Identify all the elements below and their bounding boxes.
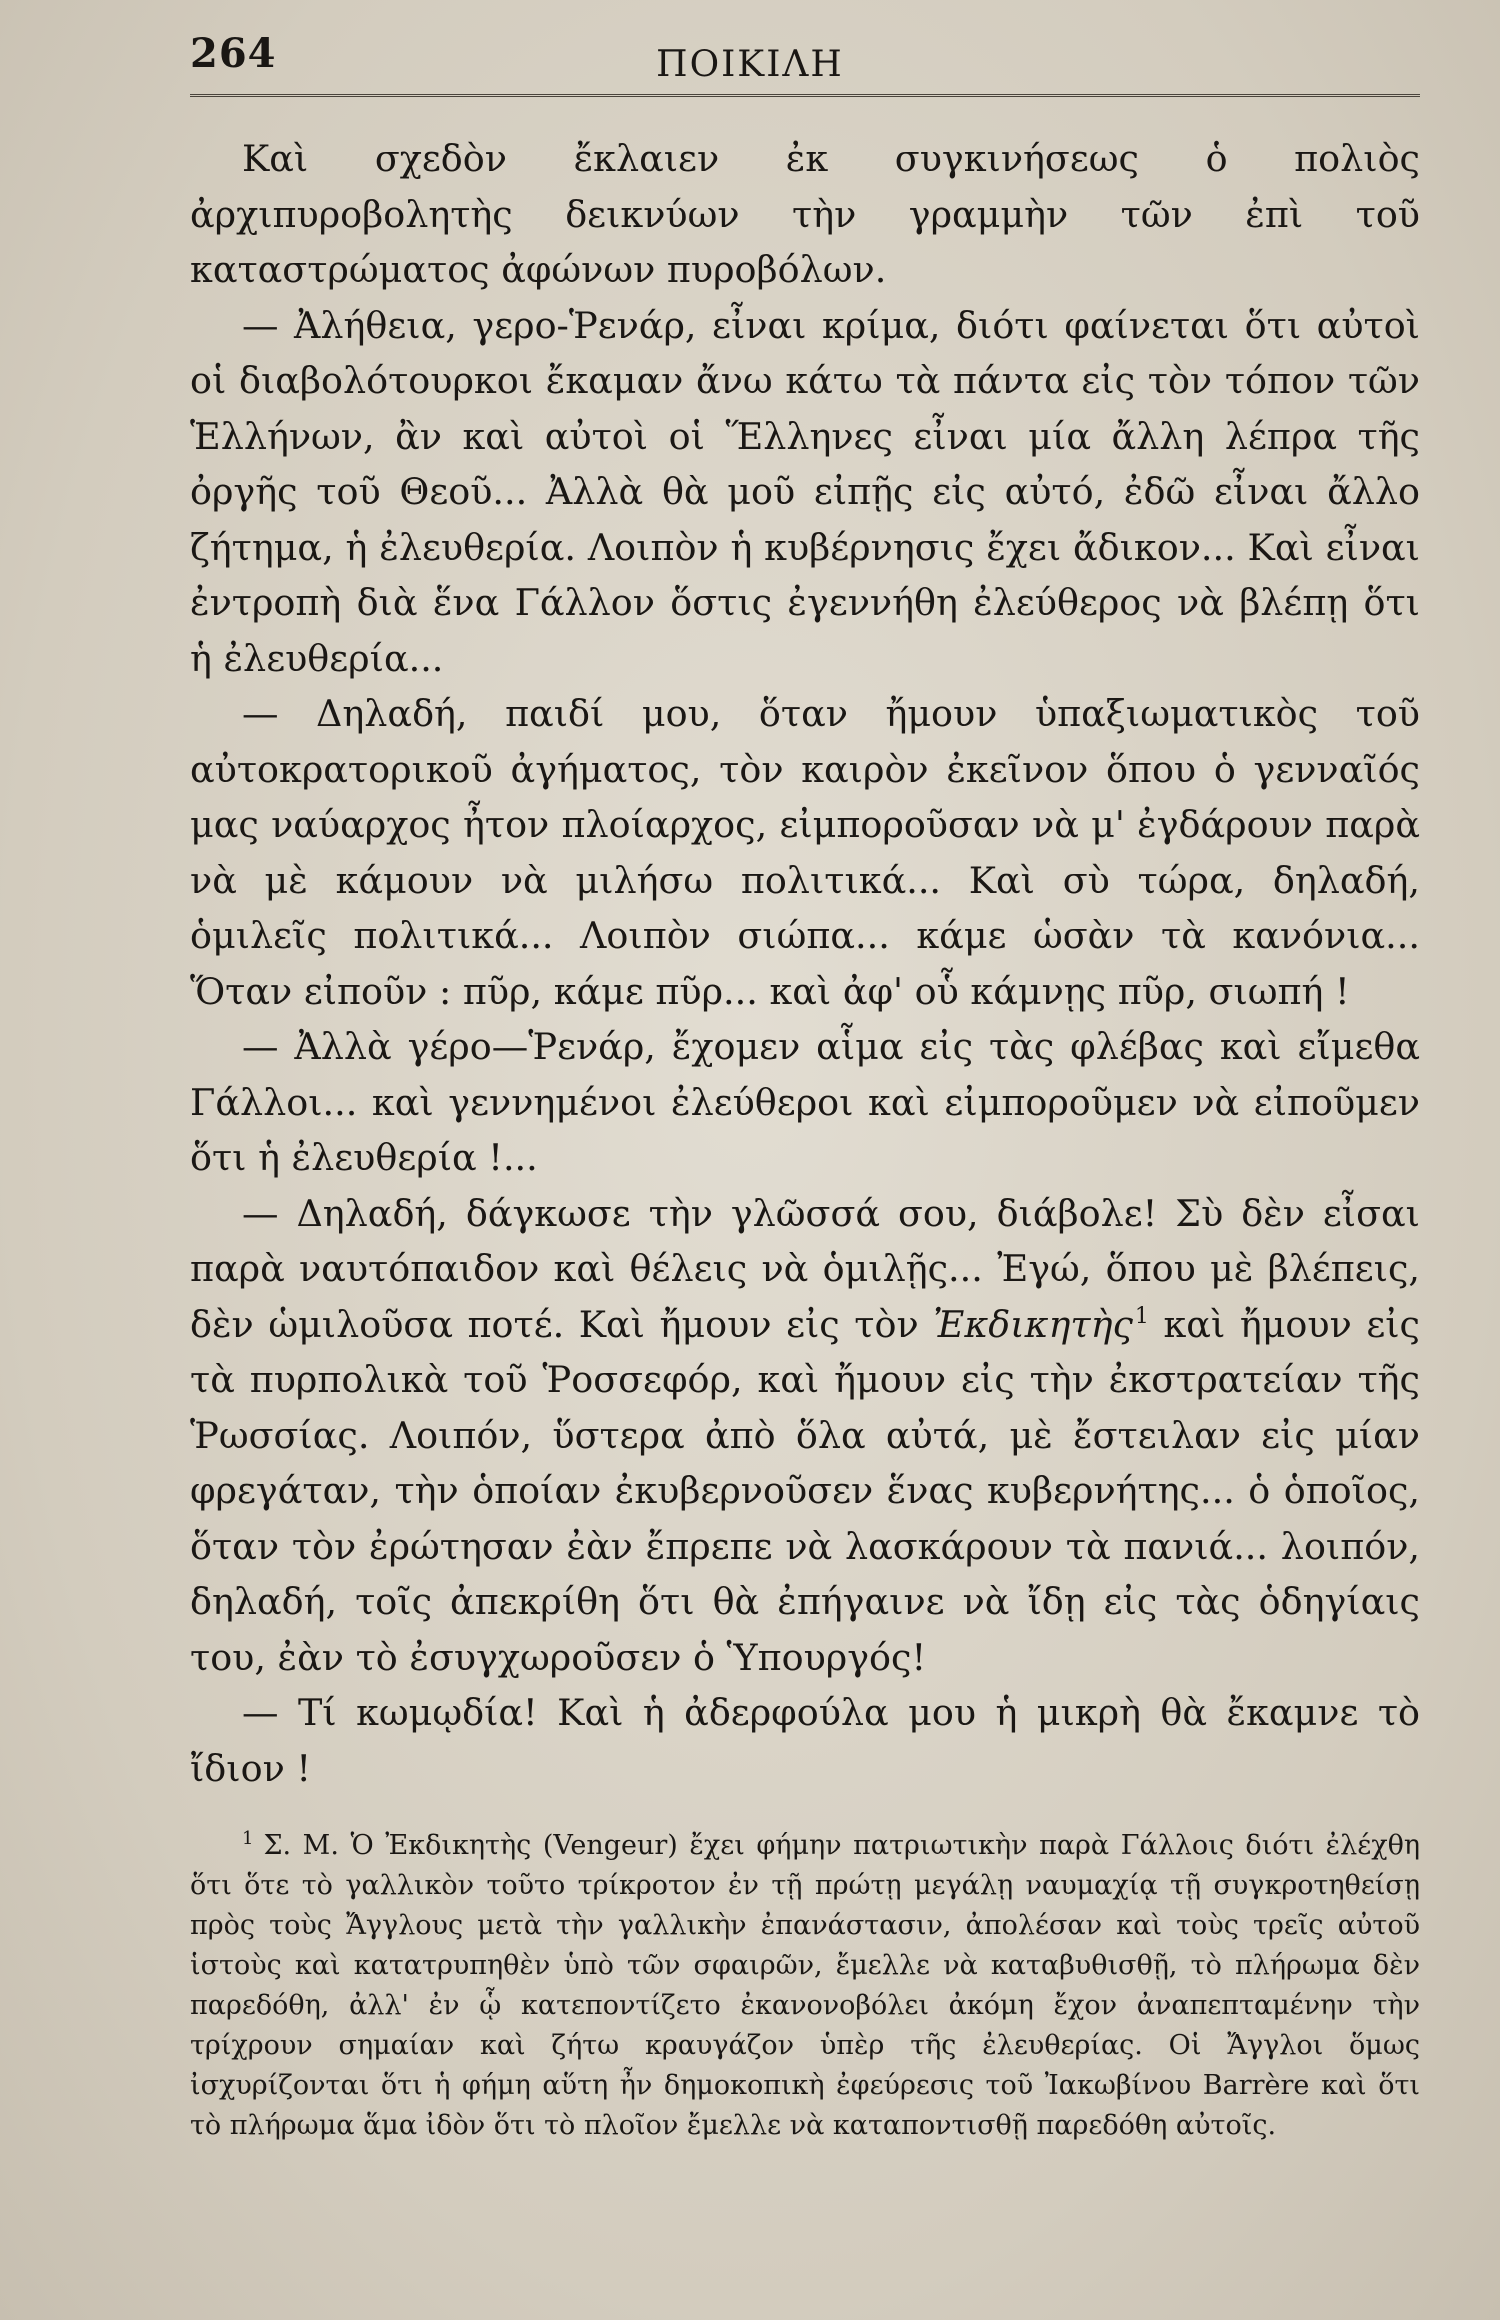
- footnote-mark: 1: [242, 1828, 254, 1849]
- ship-name: Ἐκδικητὴς: [933, 1302, 1133, 1346]
- page-number: 264: [190, 30, 277, 77]
- paragraph: — Ἀλλὰ γέρο—Ῥενάρ, ἔχομεν αἷμα εἰς τὰς φλέβας καὶ εἴμεθα Γάλλοι... καὶ γεννημένοι ἐλεύθεροι καὶ εἰμποροῦμεν νὰ εἰποῦμεν ὅτι ἡ ἐλευθερία !...: [190, 1025, 1420, 1179]
- paragraph: — Ἀλήθεια, γερο-Ῥενάρ, εἶναι κρίμα, διότι φαίνεται ὅτι αὐτοὶ οἱ διαβολότουρκοι ἔκαμαν ἄνω κάτω τὰ πάντα εἰς τὸν τόπον τῶν Ἑλλήνων, ἂν καὶ αὐτοὶ οἱ Ἕλληνες εἶναι μία ἄλλη λέπρα τῆς ὀργῆς τοῦ Θεοῦ... Ἀλλὰ θὰ μοῦ εἰπῇς εἰς αὐτό, ἐδῶ εἶναι ἄλλο ζήτημα, ἡ ἐλευθερία. Λοιπὸν ἡ κυβέρνησις ἔχει ἄδικον... Καὶ εἶναι ἐντροπὴ διὰ ἕνα Γάλλον ὅστις ἐγεννήθη ἐλεύθερος νὰ βλέπῃ ὅτι ἡ ἐλευθερία...: [190, 303, 1420, 680]
- footnote: [190, 1826, 1420, 2146]
- footnote-text: Σ. Μ. Ὁ Ἐκδικητὴς (Vengeur) ἔχει φήμην πατριωτικὴν παρὰ Γάλλοις διότι ἐλέχθη ὅτι ὅτε τὸ γαλλικὸν τοῦτο τρίκροτον ἐν τῇ πρώτῃ μεγάλῃ ναυμαχίᾳ τῇ συγκροτηθείσῃ πρὸς τοὺς Ἄγγλους μετὰ τὴν γαλλικὴν ἐπανάστασιν, ἀπολέσαν καὶ τοὺς τρεῖς αὐτοῦ ἱστοὺς καὶ κατατρυπηθὲν ὑπὸ τῶν σφαιρῶν, ἔμελλε νὰ καταβυθισθῇ, τὸ πλήρωμα δὲν παρεδόθη, ἀλλ' ἐν ᾧ κατεποντίζετο ἐκανονοβόλει ἀκόμη ἔχον ἀναπεπταμένην τὴν τρίχρουν σημαίαν καὶ ζήτω κραυγάζον ὑπὲρ τῆς ἐλευθερίας. Οἱ Ἄγγλοι ὅμως ἰσχυρίζονται ὅτι ἡ φήμη αὕτη ἦν δημοκοπικὴ ἐφεύρεσις τοῦ Ἰακωβίνου Barrère καὶ ὅτι τὸ πλήρωμα ἅμα ἰδὸν ὅτι τὸ πλοῖον ἔμελλε νὰ καταποντισθῇ παρεδόθη αὐτοῖς.: [190, 1830, 1420, 2141]
- paragraph-text: — Δηλαδή, δάγκωσε τὴν γλῶσσά σου, διάβολε! Σὺ δὲν εἶσαι παρὰ ναυτόπαιδον καὶ θέλεις νὰ ὁμιλῇς... Ἐγώ, ὅπου μὲ βλέπεις, δὲν ὡμιλοῦσα ποτέ. Καὶ ἤμουν εἰς τὸν: [190, 1191, 1420, 1346]
- paragraph-text: καὶ ἤμουν εἰς τὰ πυρπολικὰ τοῦ Ῥοσσεφόρ, καὶ ἤμουν εἰς τὴν ἐκστρατείαν τῆς Ῥωσσίας. Λοιπόν, ὕστερα ἀπὸ ὅλα αὐτά, μὲ ἔστειλαν εἰς μίαν φρεγάταν, τὴν ὁποίαν ἐκυβερνοῦσεν ἕνας κυβερνήτης... ὁ ὁποῖος, ὅταν τὸν ἐρώτησαν ἐὰν ἔπρεπε νὰ λασκάρουν τὰ πανιά... λοιπόν, δηλαδή, τοῖς ἀπεκρίθη ὅτι θὰ ἐπήγαινε νὰ ἴδῃ εἰς τὰς ὁδηγίαις του, ἐὰν τὸ ἐσυγχωροῦσεν ὁ Ὑπουργός!: [190, 1302, 1420, 1679]
- running-head: ΠΟΙΚΙΛΗ: [656, 44, 844, 85]
- paragraph: — Δηλαδή, παιδί μου, ὅταν ἤμουν ὑπαξιωματικὸς τοῦ αὐτοκρατορικοῦ ἀγήματος, τὸν καιρὸν ἐκεῖνον ὅπου ὁ γενναῖός μας ναύαρχος ἦτον πλοίαρχος, εἰμποροῦσαν νὰ μ' ἐγδάρουν παρὰ νὰ μὲ κάμουν νὰ μιλήσω πολιτικά... Καὶ σὺ τώρα, δηλαδή, ὁμιλεῖς πολιτικά... Λοιπὸν σιώπα... κάμε ὡσὰν τὰ κανόνια... Ὅταν εἰποῦν : πῦρ, κάμε πῦρ... καὶ ἀφ' οὗ κάμνῃς πῦρ, σιωπή !: [190, 692, 1420, 1013]
- paragraph: [190, 1186, 1420, 1686]
- paragraph: — Τί κωμῳδία! Καὶ ἡ ἀδερφούλα μου ἡ μικρὴ θὰ ἔκαμνε τὸ ἴδιον !: [190, 1691, 1420, 1790]
- page-header: [190, 30, 1420, 97]
- footnote-reference: 1: [1134, 1304, 1149, 1330]
- body-text: [190, 131, 1420, 1796]
- paragraph: Καὶ σχεδὸν ἔκλαιεν ἐκ συγκινήσεως ὁ πολιὸς ἀρχιπυροβολητὴς δεικνύων τὴν γραμμὴν τῶν ἐπὶ τοῦ καταστρώματος ἀφώνων πυροβόλων.: [190, 137, 1420, 291]
